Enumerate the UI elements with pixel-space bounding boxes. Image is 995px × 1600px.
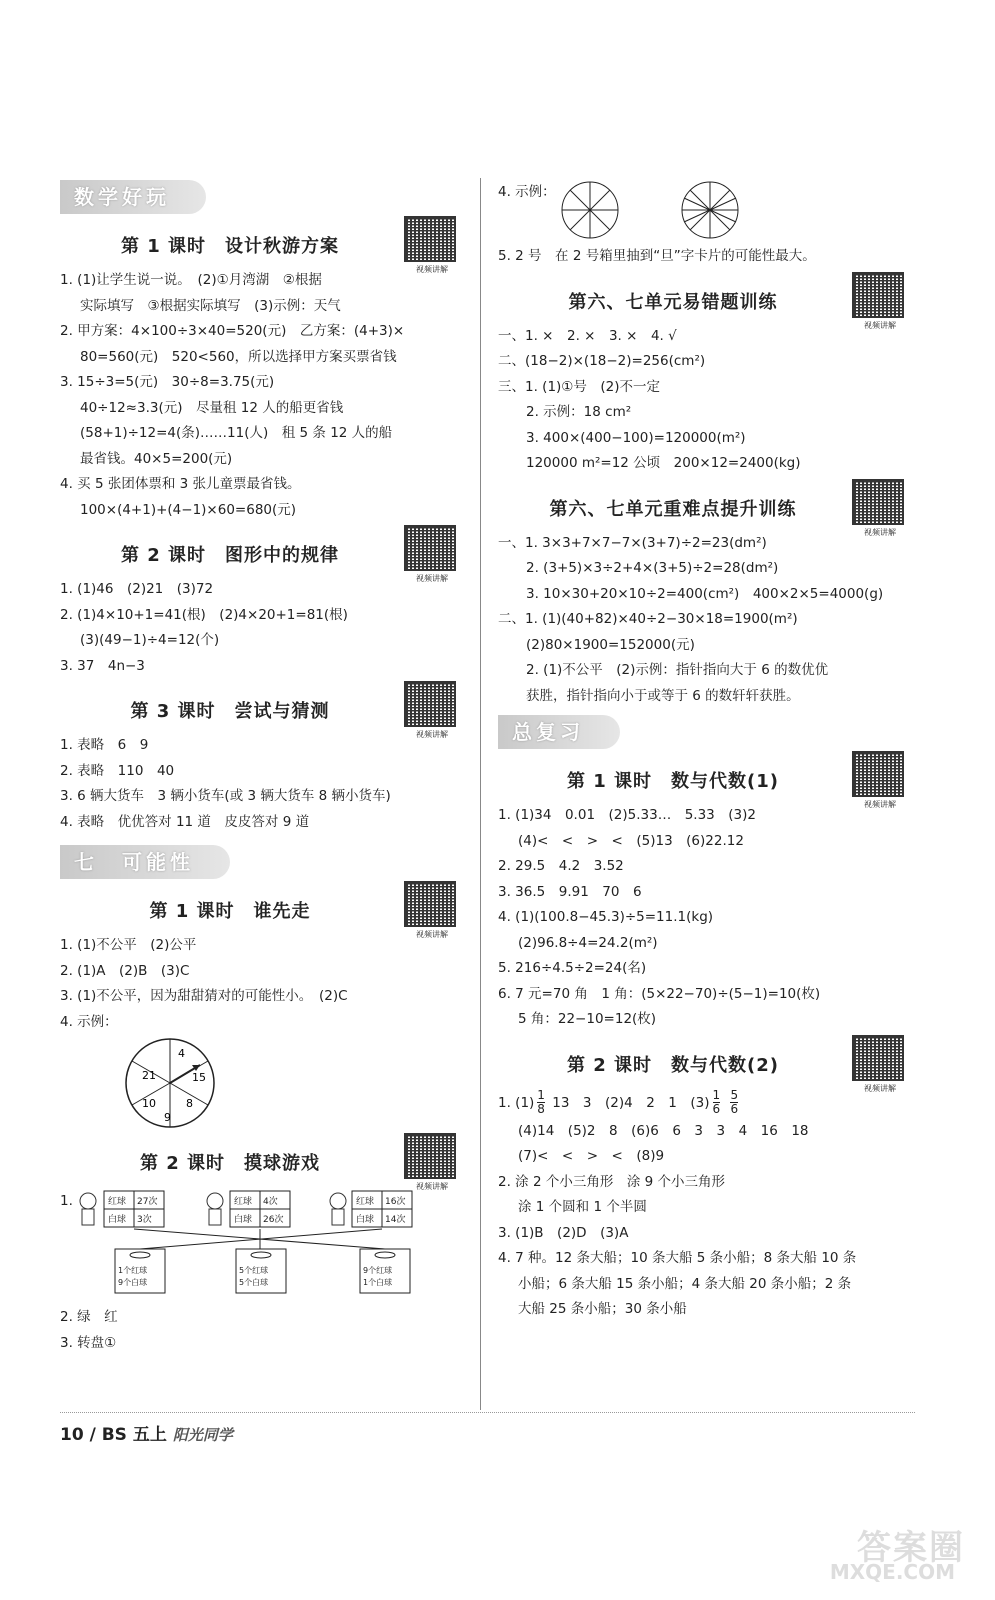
qr-icon: [404, 216, 456, 262]
answer-line: 6. 7 元=70 角 1 角：(5×22−70)÷(5−1)=10(枚): [498, 985, 821, 1002]
answer-line: 3. 36.5 9.91 70 6: [498, 883, 642, 900]
answer-line: (4)< < > < (5)13 (6)22.12: [518, 832, 744, 849]
answer-line: (2)96.8÷4=24.2(m²): [518, 934, 658, 951]
answer-line: 100×(4+1)+(4−1)×60=680(元): [80, 501, 297, 518]
qr-code[interactable]: 视频讲解: [852, 479, 908, 541]
qr-icon: [404, 881, 456, 927]
lesson-header: [498, 278, 908, 330]
answer-line: 3. 400×(400−100)=120000(m²): [526, 429, 746, 446]
lesson-title: 第 1 课时 设计秋游方案: [120, 236, 340, 257]
qr-code[interactable]: 视频讲解: [404, 881, 460, 943]
answer-line: 涂 1 个圆和 1 个半圆: [518, 1199, 647, 1215]
svg-text:白球: 白球: [108, 1215, 127, 1225]
qr-icon: [852, 751, 904, 797]
answer-line: 3. (1)不公平，因为甜甜猜对的可能性小。 (2)C: [60, 988, 348, 1004]
answer-line: 3. 10×30+20×10÷2=400(cm²) 400×2×5=4000(g): [526, 585, 884, 602]
answer-line: 2. (1)A (2)B (3)C: [60, 962, 190, 979]
answer-line: 2. 示例：18 cm²: [526, 404, 632, 420]
answer-line: 2. (1)4×10+1=41(根) (2)4×20+1=81(根): [60, 606, 348, 623]
answer-line: 4. 示例：: [60, 1013, 118, 1030]
example-wheels: [498, 180, 908, 244]
watermark-url: MXQE.COM: [829, 1560, 955, 1584]
lesson-header: [60, 222, 460, 274]
answer-line: 4. (1)(100.8−45.3)÷5=11.1(kg): [498, 909, 714, 925]
qr-code[interactable]: 视频讲解: [404, 681, 460, 743]
qr-icon: [852, 479, 904, 525]
answer-line: 4. 示例：: [498, 184, 556, 200]
svg-text:26次: 26次: [263, 1215, 284, 1225]
answer-line: 1. (1)让学生说一说。 (2)①月湾湖 ②根据: [60, 272, 322, 288]
answer-line: 3. 转盘①: [60, 1334, 117, 1351]
answer-line: 1. 表略 6 9: [60, 737, 149, 753]
qr-code[interactable]: 视频讲解: [852, 272, 908, 334]
qr-code[interactable]: 视频讲解: [404, 1133, 460, 1195]
svg-text:16次: 16次: [385, 1197, 406, 1207]
answer-line: 5. 216÷4.5÷2=24(名): [498, 960, 647, 976]
spinner-label: 21: [142, 1069, 156, 1082]
lesson-header: [60, 531, 460, 583]
answer-line: 5. 2 号 在 2 号箱里抽到“旦”字卡片的可能性最大。: [498, 248, 816, 264]
spinner-label: 9: [164, 1111, 171, 1124]
answer-line: 3. 37 4n−3: [60, 657, 145, 674]
page-number: 10 / BS 五上: [60, 1425, 167, 1445]
qr-icon: [404, 1133, 456, 1179]
answer-line: 5 角：22−10=12(枚): [518, 1011, 657, 1027]
answer-line: 40÷12≈3.3(元) 尽量租 12 人的船更省钱: [80, 399, 344, 416]
answer-line: 三、1. (1)①号 (2)不一定: [498, 378, 661, 395]
spinner-diagram: [120, 1035, 460, 1131]
answer-line: 大船 25 条小船；30 条小船: [518, 1301, 687, 1317]
lesson-title: 第 3 课时 尝试与猜测: [130, 701, 330, 722]
qr-icon: [404, 525, 456, 571]
lesson-title: 第 1 课时 谁先走: [149, 901, 311, 922]
lesson-header: [498, 757, 908, 809]
watermark: 答案圈: [857, 1528, 965, 1568]
footer-rule: [60, 1412, 915, 1413]
svg-text:1个白球: 1个白球: [363, 1278, 393, 1287]
spinner-examples: [560, 180, 760, 244]
brand-logo: 阳光同学: [172, 1426, 233, 1444]
svg-text:9个白球: 9个白球: [118, 1278, 148, 1287]
svg-text:白球: 白球: [234, 1215, 253, 1225]
answer-line: 2. (3+5)×3÷2+4×(3+5)÷2=28(dm²): [526, 560, 779, 576]
ball-game-diagram: [60, 1189, 460, 1299]
answer-line: 小船；6 条大船 15 条小船；4 条大船 20 条小船；2 条: [518, 1275, 852, 1292]
answer-line: 3. 15÷3=5(元) 30÷8=3.75(元): [60, 374, 275, 390]
answer-line: 一、1. × 2. × 3. × 4. √: [498, 327, 677, 344]
section-tag-math-fun: 数学好玩: [60, 180, 206, 214]
fraction: $\frac{1}{8}$: [537, 1088, 545, 1116]
svg-text:红球: 红球: [108, 1197, 127, 1207]
answer-line: 4. 买 5 张团体票和 3 张儿童票最省钱。: [60, 476, 301, 492]
spinner-wheel: [120, 1035, 220, 1135]
section-tag-review: 总复习: [498, 715, 620, 749]
spinner-label: 10: [142, 1097, 156, 1110]
fraction: $\frac{1}{6}$: [712, 1088, 721, 1116]
answer-line: (7)< < > < (8)9: [518, 1148, 665, 1164]
svg-text:5个白球: 5个白球: [239, 1278, 269, 1287]
answer-line: (2)80×1900=152000(元): [526, 636, 695, 653]
answer-line: 3. 6 辆大货车 3 辆小货车(或 3 辆大货车 8 辆小货车): [60, 788, 391, 804]
answer-line: 120000 m²=12 公顷 200×12=2400(kg): [526, 455, 801, 471]
spinner-label: 4: [178, 1047, 185, 1060]
answer-line: 1.: [60, 1193, 73, 1209]
lesson-header: [60, 687, 460, 739]
page-footer: [60, 1420, 233, 1445]
child-icon: [332, 1209, 344, 1225]
lesson-title: 第六、七单元重难点提升训练: [549, 498, 797, 520]
lesson-title: 第六、七单元易错题训练: [568, 291, 778, 313]
answer-line: (4)14 (5)2 8 (6)6 6 3 3 4 16 18: [518, 1122, 809, 1139]
child-icon: [330, 1193, 346, 1209]
svg-text:5个红球: 5个红球: [239, 1266, 269, 1275]
answer-line: 一、1. 3×3+7×7−7×(3+7)÷2=23(dm²): [498, 534, 767, 551]
answer-line: 二、(18−2)×(18−2)=256(cm²): [498, 353, 706, 369]
answer-line: 80=560(元) 520<560，所以选择甲方案买票省钱: [80, 348, 397, 365]
child-icon: [209, 1209, 221, 1225]
answer-line: 1. (1)不公平 (2)公平: [60, 937, 197, 953]
fraction: $\frac{5}{6}$: [730, 1088, 739, 1116]
answer-line: 1. (1)34 0.01 (2)5.33… 5.33 (3)2: [498, 807, 756, 823]
answer-line: 获胜，指针指向小于或等于 6 的数轩轩获胜。: [526, 687, 800, 704]
qr-icon: [852, 272, 904, 318]
svg-text:红球: 红球: [234, 1197, 253, 1207]
answer-line: 2. 29.5 4.2 3.52: [498, 858, 624, 874]
svg-text:14次: 14次: [385, 1215, 406, 1225]
answer-line: 2. (1)不公平 (2)示例：指针指向大于 6 的数优优: [526, 662, 829, 678]
svg-text:3次: 3次: [137, 1215, 152, 1225]
section-tag-probability: 七 可能性: [60, 845, 230, 879]
answer-line: 4. 7 种。12 条大船；10 条大船 5 条小船；8 条大船 10 条: [498, 1250, 857, 1266]
answer-line: 4. 表略 优优答对 11 道 皮皮答对 9 道: [60, 813, 310, 830]
answer-line: 2. 表略 110 40: [60, 762, 175, 779]
answer-line: (58+1)÷12=4(条)……11(人) 租 5 条 12 人的船: [80, 425, 393, 441]
lesson-title: 第 2 课时 数与代数(2): [566, 1054, 780, 1076]
child-icon: [80, 1193, 96, 1209]
qr-code[interactable]: 视频讲解: [404, 216, 460, 278]
lesson-header: [60, 1139, 460, 1191]
child-icon: [82, 1209, 94, 1225]
column-divider: [480, 178, 481, 1410]
lesson-title: 第 1 课时 数与代数(1): [566, 771, 780, 792]
qr-code[interactable]: 视频讲解: [852, 751, 908, 813]
lesson-header: [498, 485, 908, 537]
qr-icon: [852, 1035, 904, 1081]
spinner-label: 8: [186, 1097, 193, 1110]
lesson-title: 第 2 课时 摸球游戏: [139, 1153, 321, 1174]
svg-text:白球: 白球: [356, 1215, 375, 1225]
ball-game-svg: [60, 1189, 460, 1299]
svg-text:27次: 27次: [137, 1197, 158, 1207]
svg-text:1个红球: 1个红球: [118, 1266, 148, 1275]
answer-line: 1. (1) $\frac{1}{8}$ 13 3 (2)4 2 1 (3) $\frac{1}{6}$ $\frac{5}{6}$: [498, 1088, 739, 1116]
lesson-header: [60, 887, 460, 939]
answer-line: 1. (1)46 (2)21 (3)72: [60, 581, 214, 597]
answer-line: 二、1. (1)(40+82)×40÷2−30×18=1900(m²): [498, 611, 798, 627]
qr-code[interactable]: 视频讲解: [852, 1035, 908, 1097]
answer-line: 2. 涂 2 个小三角形 涂 9 个小三角形: [498, 1173, 726, 1190]
svg-text:红球: 红球: [356, 1197, 375, 1207]
qr-icon: [404, 681, 456, 727]
qr-code[interactable]: 视频讲解: [404, 525, 460, 587]
lesson-title: 第 2 课时 图形中的规律: [120, 545, 340, 566]
right-column: [498, 180, 908, 1323]
answer-line: (3)(49−1)÷4=12(个): [80, 632, 220, 648]
lesson-header: [498, 1041, 908, 1093]
answer-line: 实际填写 ③根据实际填写 (3)示例：天气: [80, 297, 341, 314]
svg-text:9个红球: 9个红球: [363, 1266, 393, 1275]
child-icon: [207, 1193, 223, 1209]
svg-text:4次: 4次: [263, 1197, 278, 1207]
answer-line: 2. 绿 红: [60, 1309, 118, 1325]
left-column: [60, 180, 460, 1356]
answer-line: 2. 甲方案：4×100÷3×40=520(元) 乙方案：(4+3)×: [60, 323, 405, 339]
answer-line: 最省钱。40×5=200(元): [80, 450, 233, 467]
answer-line: 3. (1)B (2)D (3)A: [498, 1224, 629, 1241]
spinner-label: 15: [192, 1071, 206, 1084]
